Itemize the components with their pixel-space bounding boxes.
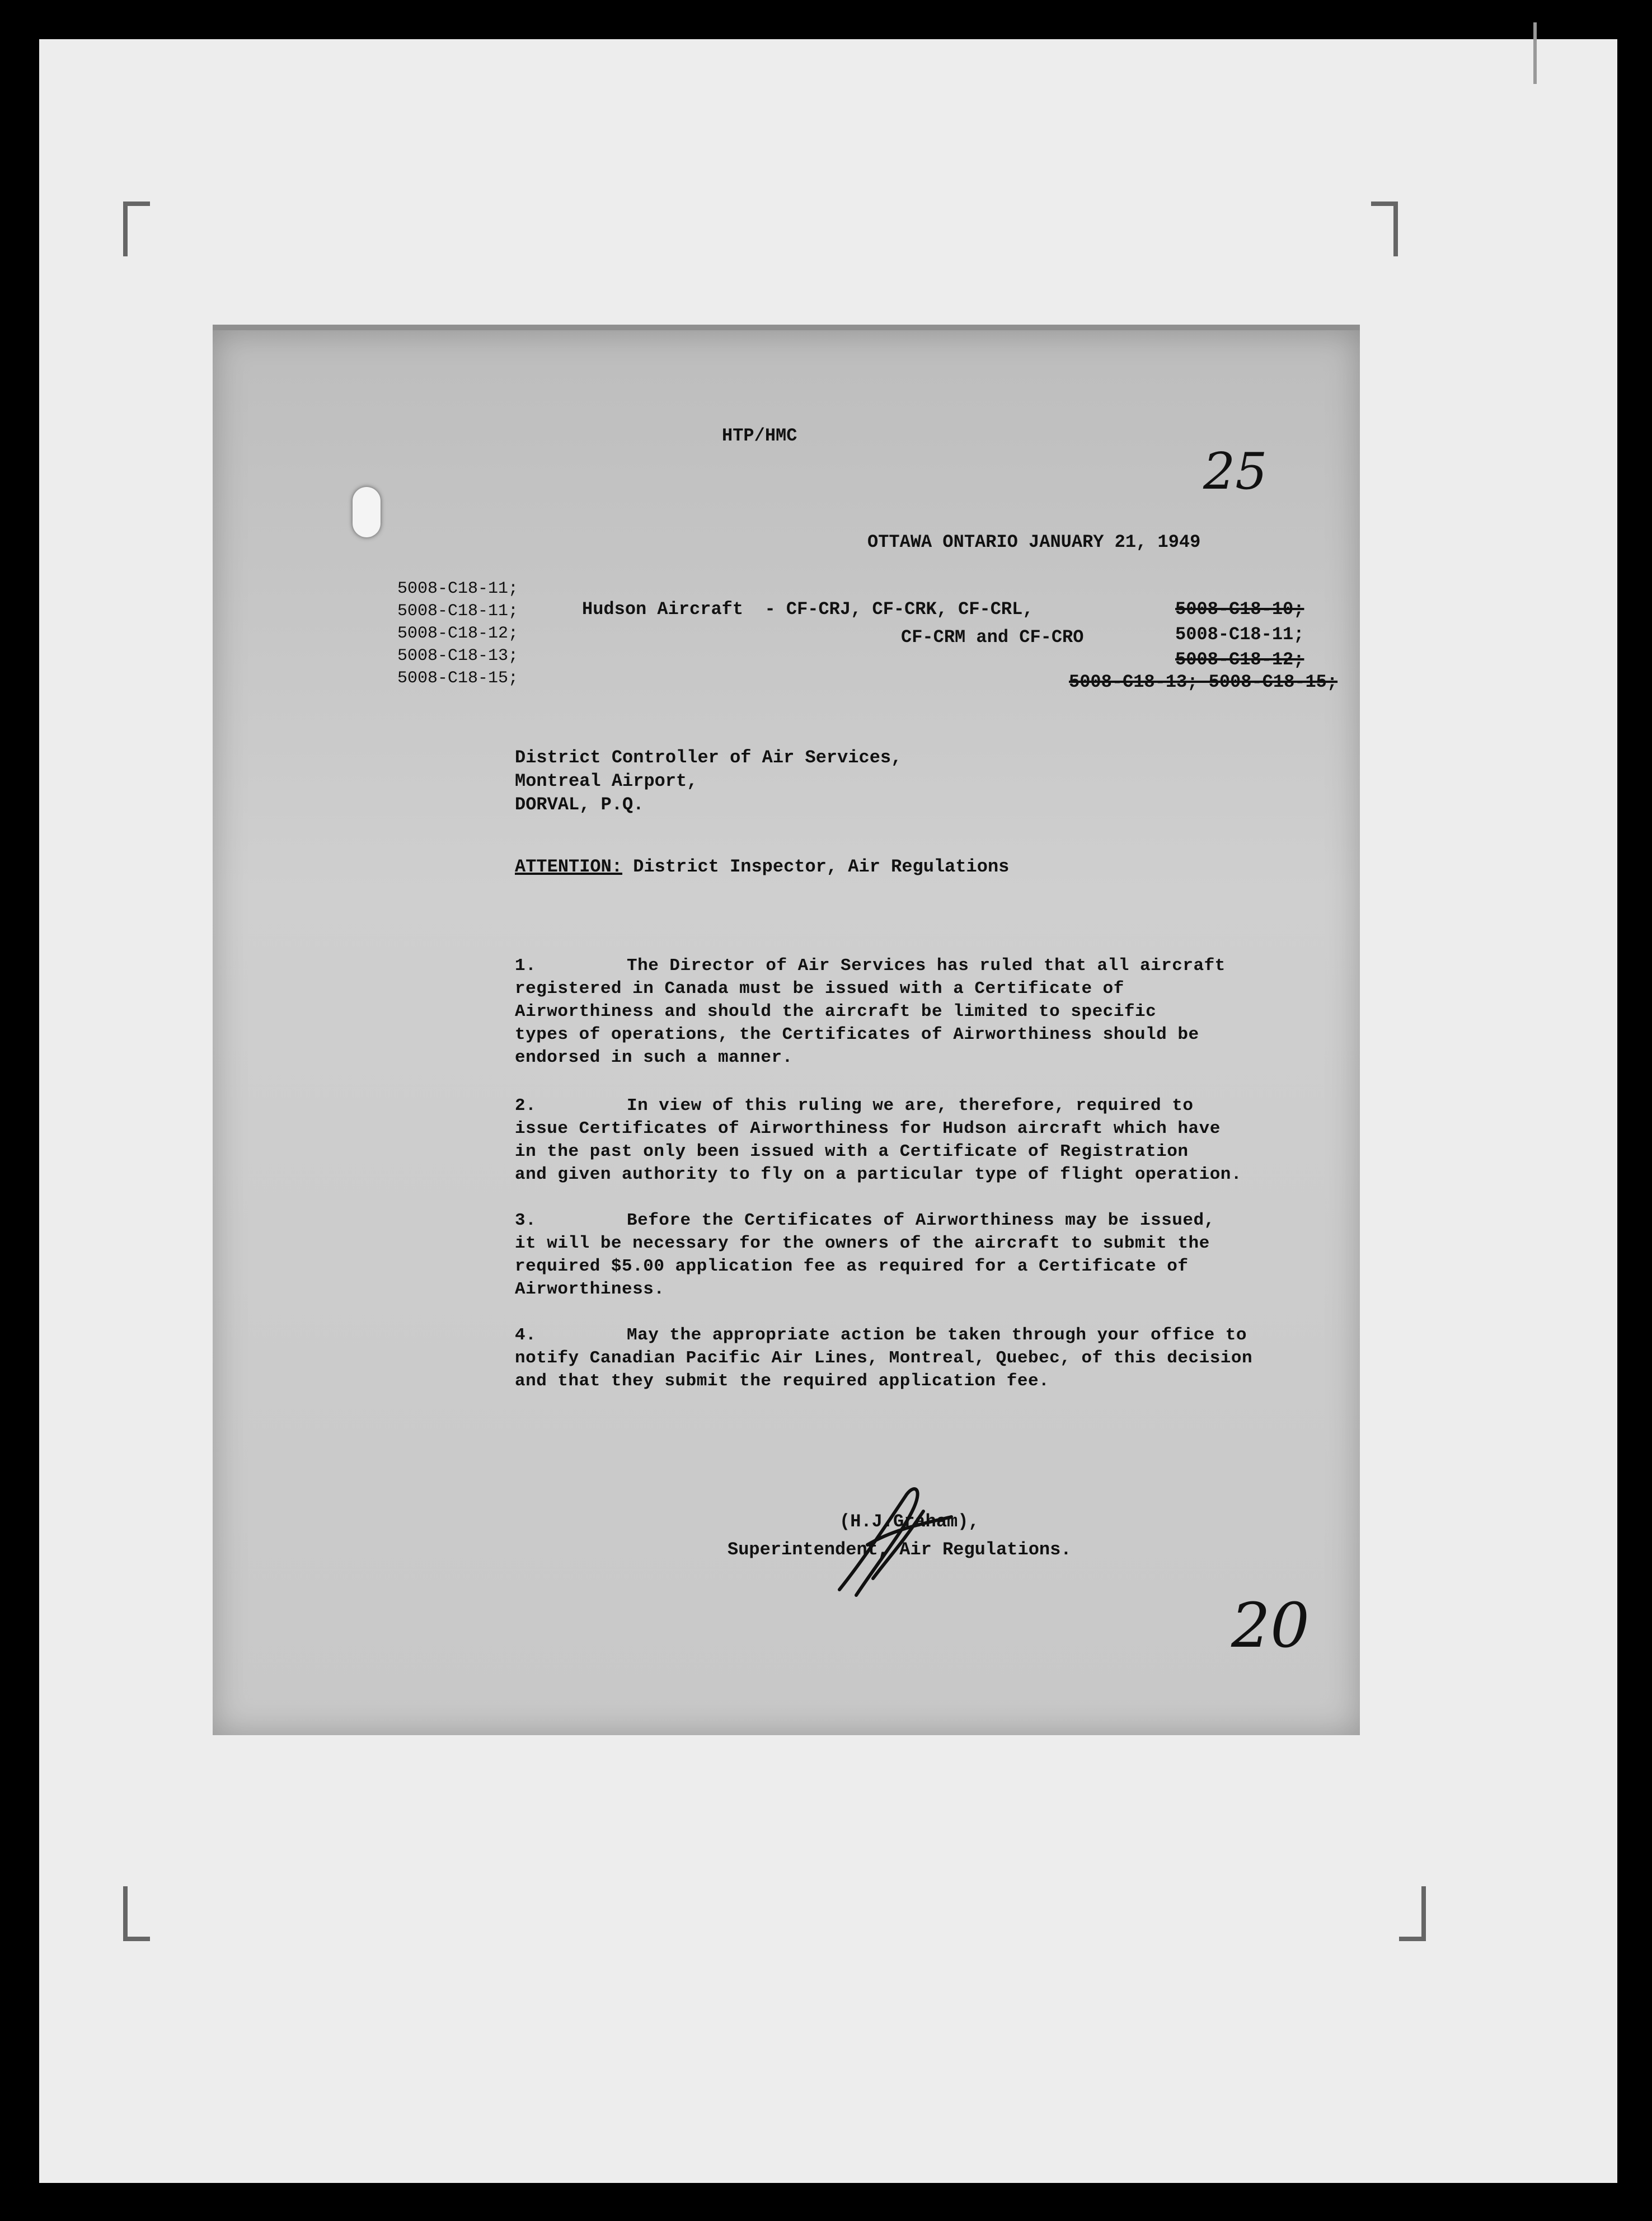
- signatory-name: (H.J.Graham),: [839, 1511, 979, 1532]
- struck-file-number: 5008-C18-13; 5008-C18-15;: [1069, 672, 1338, 692]
- file-number: 5008-C18-13;: [397, 646, 519, 666]
- reference-initials: HTP/HMC: [722, 425, 797, 446]
- handwritten-annotation: 20: [1231, 1590, 1310, 1661]
- addressee-line: District Controller of Air Services,: [515, 747, 902, 768]
- file-number-kept: 5008-C18-11;: [1175, 624, 1304, 645]
- film-edge-mark: [1533, 22, 1537, 84]
- dateline: OTTAWA ONTARIO JANUARY 21, 1949: [867, 532, 1201, 552]
- addressee-line: Montreal Airport,: [515, 771, 698, 791]
- struck-file-number: 5008-C18-12;: [1175, 649, 1304, 670]
- paragraph-number: 3.: [515, 1211, 537, 1230]
- paragraph-number: 1.: [515, 956, 537, 976]
- crop-mark-top-left: [123, 202, 150, 256]
- attention-text: District Inspector, Air Regulations: [622, 856, 1010, 877]
- paragraph-number: 4.: [515, 1325, 537, 1345]
- attention-label: ATTENTION:: [515, 856, 623, 877]
- crop-mark-bottom-right: [1399, 1886, 1426, 1941]
- attention-line: [515, 856, 1009, 877]
- subject-line-1: Hudson Aircraft - CF-CRJ, CF-CRK, CF-CRL,: [582, 599, 1034, 620]
- subject-line-2: CF-CRM and CF-CRO: [901, 627, 1084, 648]
- paragraph-text: The Director of Air Services has ruled that all aircraft registered in Canada must be issued with a Certificate of Airworthiness and should the aircraft be limited to specific types of operations, the Certificates of Airworthiness should be endorsed in such a manner.: [515, 956, 1226, 1067]
- punch-hole: [353, 487, 381, 537]
- crop-mark-top-right: [1371, 202, 1398, 256]
- signatory-title: Superintendent, Air Regulations.: [728, 1539, 1072, 1560]
- file-number: 5008-C18-15;: [397, 669, 519, 688]
- crop-mark-bottom-left: [123, 1886, 150, 1941]
- handwritten-page-number: 25: [1203, 442, 1268, 501]
- handwritten-signature: [817, 1478, 963, 1606]
- paragraph-text: May the appropriate action be taken through your office to notify Canadian Pacific Air Lines, Montreal, Quebec, of this decision and that they submit the required application fee.: [515, 1325, 1253, 1391]
- paragraph-number: 2.: [515, 1096, 537, 1116]
- file-number: 5008-C18-11;: [397, 579, 519, 598]
- addressee-line: DORVAL, P.Q.: [515, 794, 644, 815]
- paragraph-text: Before the Certificates of Airworthiness may be issued, it will be necessary for the owners of the aircraft to submit the required $5.00 application fee as required for a Certificate of Airworthiness.: [515, 1211, 1215, 1299]
- struck-file-number: 5008-C18-10;: [1175, 599, 1304, 620]
- file-number: 5008-C18-11;: [397, 602, 519, 621]
- paragraph-text: In view of this ruling we are, therefore, required to issue Certificates of Airworthiness for Hudson aircraft which have in the past only been issued with a Certificate of Registration and given authority to fly on a particular type of flight operation.: [515, 1096, 1242, 1184]
- letter-page: [213, 330, 1360, 1735]
- file-number: 5008-C18-12;: [397, 624, 519, 643]
